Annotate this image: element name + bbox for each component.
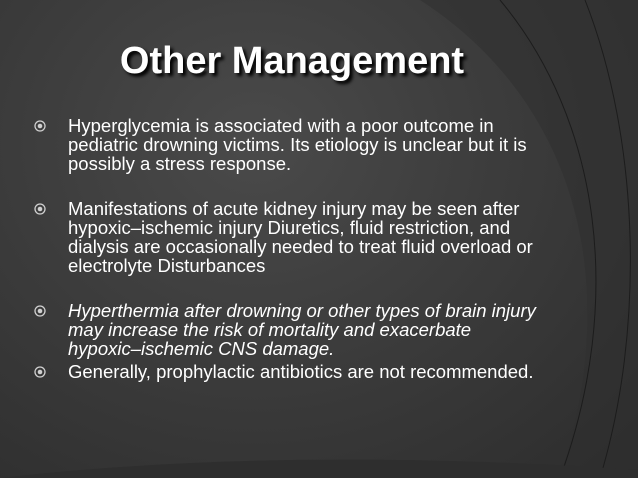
bullet-item [34,199,546,275]
bullet-text: Hyperglycemia is associated with a poor outcome in pediatric drowning victims. Its etiology is unclear but it is possibly a stress response. [68,115,527,174]
circled-dot-bullet-icon [34,305,46,317]
circled-dot-bullet-icon [34,120,46,132]
bullet-item [34,301,546,358]
bullet-text: Generally, prophylactic antibiotics are not recommended. [68,361,534,382]
circled-dot-bullet-icon [34,366,46,378]
bullet-list [34,116,546,381]
slide-title: Other Management [119,40,465,82]
bullet-text: Manifestations of acute kidney injury may be seen after hypoxic–ischemic injury Diuretics, fluid restriction, and dialysis are occasionally needed to treat fluid overload or electrolyte Disturbances [68,198,533,276]
background-bottom-band [0,460,638,478]
bullet-item [34,362,546,381]
bullet-item [34,116,546,173]
circled-dot-bullet-icon [34,203,46,215]
bullet-text: Hyperthermia after drowning or other types of brain injury may increase the risk of mortality and exacerbate hypoxic–ischemic CNS damage. [68,300,536,359]
